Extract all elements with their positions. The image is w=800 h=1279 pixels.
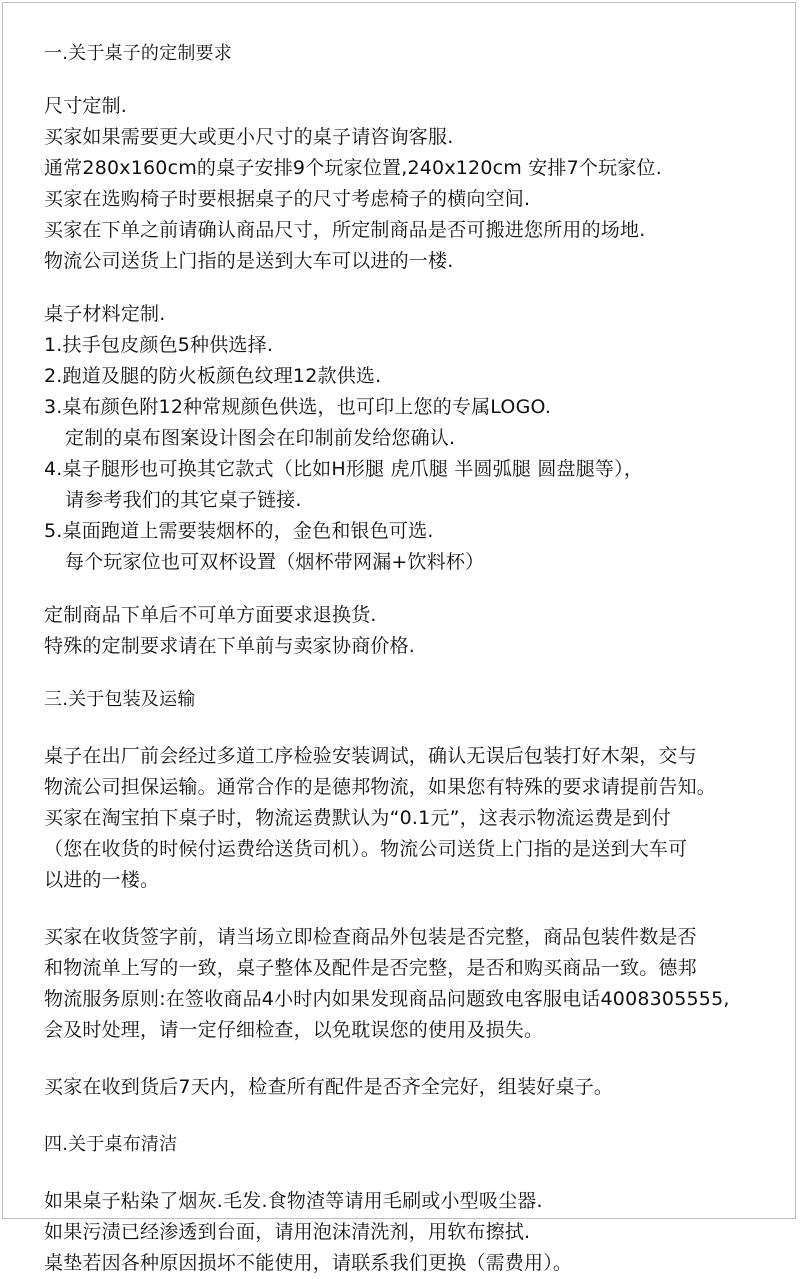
section-heading-packaging: 三.关于包装及运输 xyxy=(44,689,196,710)
section-heading-customization: 一.关于桌子的定制要求 xyxy=(44,43,232,64)
list-item-continuation: 请参考我们的其它桌子链接. xyxy=(65,489,302,511)
paragraph-line: 物流服务原则:在签收商品4小时内如果发现商品问题致电客服电话4008305555, xyxy=(44,988,730,1010)
cleaning-line: 桌垫若因各种原因损坏不能使用，请联系我们更换（需费用）。 xyxy=(44,1252,573,1274)
list-item: 4.桌子腿形也可换其它款式（比如H形腿 虎爪腿 半圆弧腿 圆盘腿等）， xyxy=(44,458,644,480)
list-item: 3.桌布颜色附12种常规颜色供选，也可印上您的专属LOGO. xyxy=(44,396,552,418)
text-line: 买家在下单之前请确认商品尺寸，所定制商品是否可搬进您所用的场地. xyxy=(44,219,646,241)
paragraph-line: （您在收货的时候付运费给送货司机）。物流公司送货上门指的是送到大车可 xyxy=(44,838,688,860)
paragraph-line: 物流公司担保运输。通常合作的是德邦物流，如果您有特殊的要求请提前告知。 xyxy=(44,776,717,798)
paragraph-line: 和物流单上写的一致，桌子整体及配件是否完整，是否和购买商品一致。德邦 xyxy=(44,957,697,979)
list-item-continuation: 每个玩家位也可双杯设置（烟杯带网漏+饮料杯） xyxy=(65,551,485,573)
cleaning-line: 如果桌子粘染了烟灰.毛发.食物渣等请用毛刷或小型吸尘器. xyxy=(44,1190,543,1212)
size-customization-title: 尺寸定制. xyxy=(44,95,128,117)
cleaning-line: 如果污渍已经渗透到台面，请用泡沫清洗剂，用软布擦拭. xyxy=(44,1221,531,1243)
text-line: 买家在选购椅子时要根据桌子的尺寸考虑椅子的横向空间. xyxy=(44,188,531,210)
paragraph-line: 会及时处理，请一定仔细检查，以免耽误您的使用及损失。 xyxy=(44,1019,544,1041)
list-item: 1.扶手包皮颜色5种供选择. xyxy=(44,334,274,356)
paragraph-line: 以进的一楼。 xyxy=(44,869,160,891)
list-item: 2.跑道及腿的防火板颜色纹理12款供选. xyxy=(44,365,382,387)
list-item-continuation: 定制的桌布图案设计图会在印制前发给您确认. xyxy=(65,427,456,449)
text-line: 物流公司送货上门指的是送到大车可以进的一楼. xyxy=(44,250,454,272)
paragraph-line: 买家在淘宝拍下桌子时，物流运费默认为“0.1元”，这表示物流运费是到付 xyxy=(44,807,671,829)
document-content xyxy=(44,38,784,1279)
note-line: 特殊的定制要求请在下单前与卖家协商价格. xyxy=(44,635,416,657)
list-item: 5.桌面跑道上需要装烟杯的，金色和银色可选. xyxy=(44,520,434,542)
text-line: 通常280x160cm的桌子安排9个玩家位置,240x120cm 安排7个玩家位. xyxy=(44,157,662,179)
text-line: 买家如果需要更大或更小尺寸的桌子请咨询客服. xyxy=(44,126,454,148)
note-line: 定制商品下单后不可单方面要求退换货. xyxy=(44,604,377,626)
paragraph-line: 买家在收货签字前，请当场立即检查商品外包装是否完整，商品包装件数是否 xyxy=(44,926,697,948)
section-heading-cloth-cleaning: 四.关于桌布清洁 xyxy=(44,1134,178,1155)
paragraph-line: 桌子在出厂前会经过多道工序检验安装调试，确认无误后包装打好木架，交与 xyxy=(44,745,697,767)
paragraph-line: 买家在收到货后7天内，检查所有配件是否齐全完好，组装好桌子。 xyxy=(44,1076,614,1098)
material-customization-title: 桌子材料定制. xyxy=(44,303,166,325)
